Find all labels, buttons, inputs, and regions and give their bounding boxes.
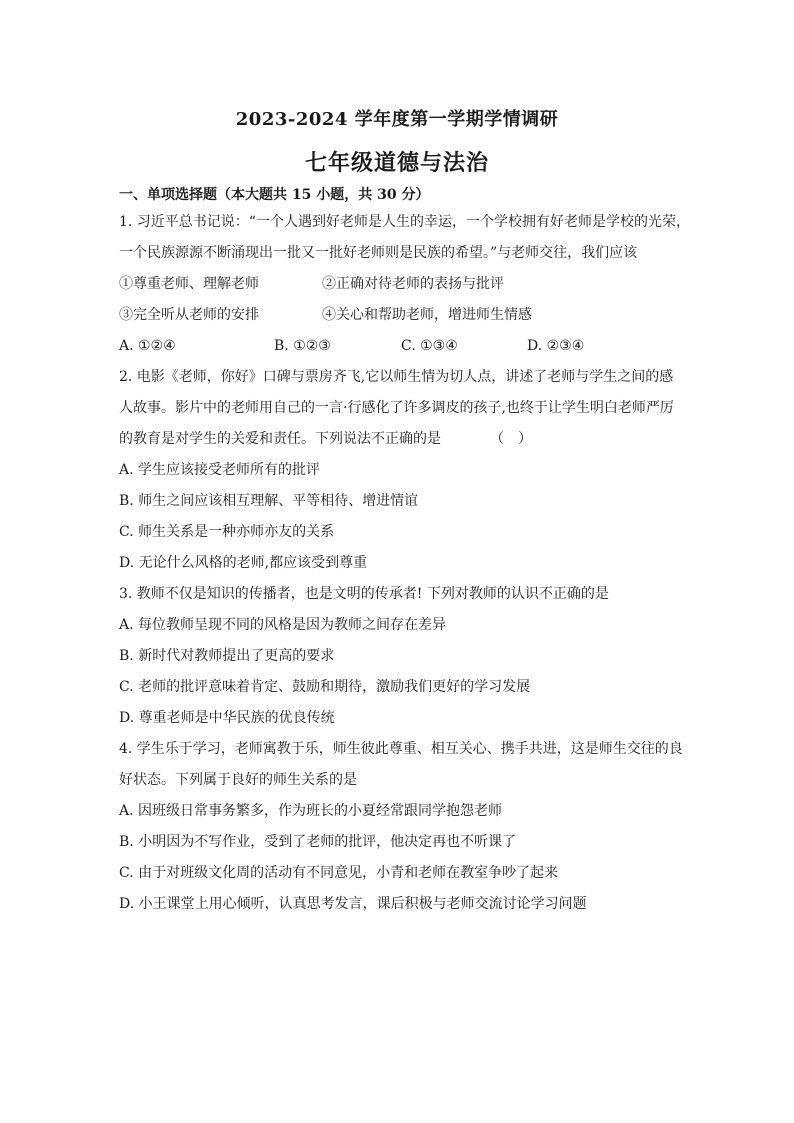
question-1-stem-line-1: 1. 习近平总书记说：“一个人遇到好老师是人生的幸运，一个学校拥有好老师是学校的光荣， bbox=[119, 214, 690, 230]
question-2-stem-line-2: 人故事。影片中的老师用自己的一言·行感化了许多调皮的孩子,也终于让学生明白老师严厉 bbox=[119, 400, 674, 416]
question-1-choices bbox=[119, 335, 684, 366]
choice-d: D. ②③④ bbox=[527, 338, 585, 354]
statement-1: ①尊重老师、理解老师 bbox=[119, 276, 259, 292]
choice-a: A. 因班级日常事务繁多，作为班长的小夏经常跟同学抱怨老师 bbox=[119, 803, 503, 819]
choice-b: B. 师生之间应该相互理解、平等相待、增进情谊 bbox=[119, 493, 419, 509]
choice-b: B. 小明因为不写作业，受到了老师的批评，他决定再也不听课了 bbox=[119, 834, 517, 850]
exam-title: 2023-2024 学年度第一学期学情调研 bbox=[235, 109, 559, 130]
choice-c: C. ①③④ bbox=[401, 338, 458, 354]
question-2-stem-line-3: 的教育是对学生的关爱和责任。下列说法不正确的是 （ ） bbox=[119, 431, 532, 447]
choice-a: A. 每位教师呈现不同的风格是因为教师之间存在差异 bbox=[119, 617, 447, 633]
exam-subject: 七年级道德与法治 bbox=[304, 150, 489, 176]
choice-c: C. 老师的批评意味着肯定、鼓励和期待，激励我们更好的学习发展 bbox=[119, 679, 531, 695]
choice-a: A. ①②④ bbox=[119, 338, 176, 354]
choice-b: B. ①②③ bbox=[274, 338, 331, 354]
statement-3: ③完全听从老师的安排 bbox=[119, 307, 259, 323]
question-4 bbox=[119, 738, 684, 924]
choice-d: D. 小王课堂上用心倾听，认真思考发言，课后积极与老师交流讨论学习问题 bbox=[119, 896, 587, 912]
question-2 bbox=[119, 366, 684, 583]
question-3 bbox=[119, 583, 684, 738]
question-1 bbox=[119, 211, 690, 366]
choice-d: D. 无论什么风格的老师,都应该受到尊重 bbox=[119, 555, 368, 571]
statement-4: ④关心和帮助老师，增进师生情感 bbox=[322, 307, 532, 323]
choice-a: A. 学生应该接受老师所有的批评 bbox=[119, 462, 321, 478]
question-2-stem-line-1: 2. 电影《老师，你好》口碑与票房齐飞,它以师生情为切人点，讲述了老师与学生之间的感 bbox=[119, 369, 674, 385]
question-4-stem-line-2: 好状态。下列属于良好的师生关系的是 bbox=[119, 772, 357, 788]
choice-c: C. 由于对班级文化周的活动有不同意见，小青和老师在教室争吵了起来 bbox=[119, 865, 559, 881]
choice-b: B. 新时代对教师提出了更高的要求 bbox=[119, 648, 335, 664]
section-heading: 一、单项选择题（本大题共 15 小题，共 30 分） bbox=[119, 187, 430, 203]
choice-d: D. 尊重老师是中华民族的优良传统 bbox=[119, 710, 335, 726]
choice-c: C. 师生关系是一种亦师亦友的关系 bbox=[119, 524, 335, 540]
question-1-statements-row-2 bbox=[119, 304, 684, 335]
question-4-stem-line-1: 4. 学生乐于学习，老师寓教于乐，师生彼此尊重、相互关心、携手共进，这是师生交往的良 bbox=[119, 741, 683, 757]
question-3-stem-line-1: 3. 教师不仅是知识的传播者，也是文明的传承者! 下列对教师的认识不正确的是 bbox=[119, 586, 609, 602]
exam-content bbox=[119, 185, 690, 924]
statement-2: ②正确对待老师的表扬与批评 bbox=[322, 276, 504, 292]
question-1-statements-row-1 bbox=[119, 273, 684, 304]
question-1-stem-line-2: 一个民族源源不断涌现出一批又一批好老师则是民族的希望。”与老师交往，我们应该 bbox=[119, 245, 638, 261]
